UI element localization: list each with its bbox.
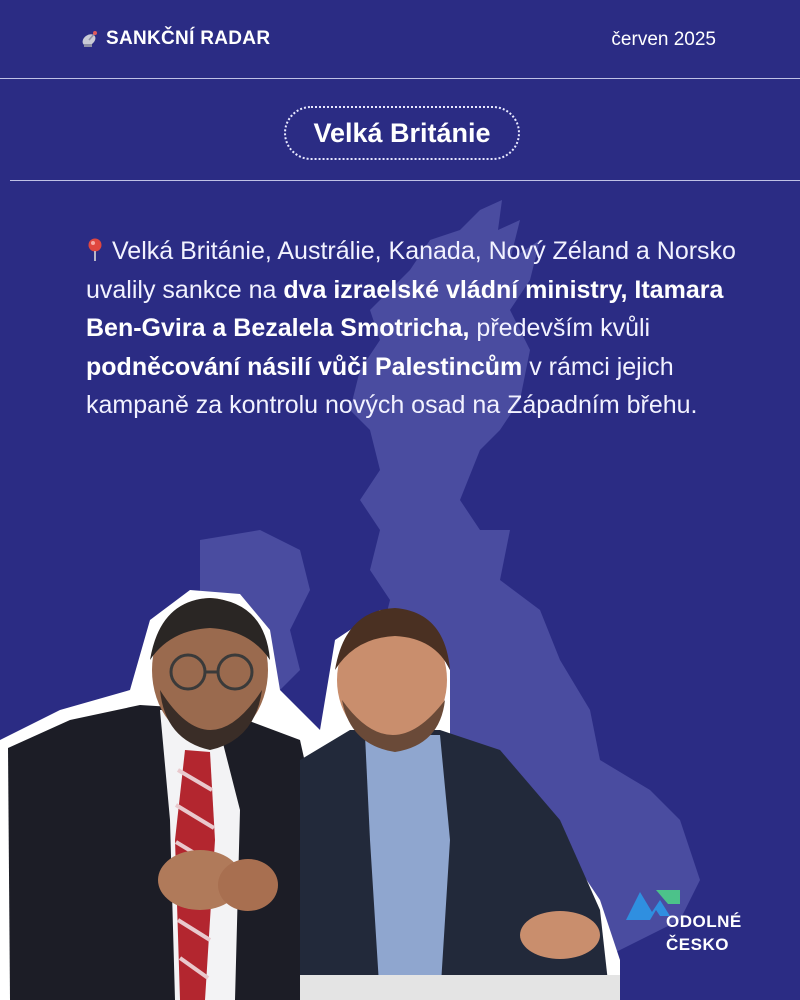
brand — [80, 28, 270, 50]
news-body — [86, 232, 746, 425]
body-text-2: především kvůli — [469, 314, 651, 342]
brand-name: SANKČNÍ RADAR — [106, 28, 271, 49]
header — [0, 0, 800, 78]
body-text-1: Velká Británie, Austrálie, Kanada, Nový Zéland a Norsko uvalily sankce na — [86, 237, 736, 304]
map-pin-icon — [86, 238, 104, 262]
body-bold-1: dva izraelské vládní ministry, Itamara Ben-Gvira a Bezalela Smotricha, — [86, 275, 724, 342]
logo-line-2: ČESKO — [666, 935, 729, 954]
logo-text — [666, 910, 742, 956]
satellite-dish-icon — [80, 29, 100, 49]
ministers-photo — [0, 580, 640, 1000]
header-divider — [0, 78, 800, 79]
body-text-3: v rámci jejich kampaně za kontrolu nových osad na Západním břehu. — [86, 352, 698, 419]
title-divider — [10, 180, 800, 181]
odolne-cesko-logo — [626, 890, 766, 960]
country-title: Velká Británie — [284, 106, 520, 160]
issue-date: červen 2025 — [611, 29, 716, 50]
logo-line-1: ODOLNÉ — [666, 912, 742, 931]
body-bold-2: podněcování násilí vůči Palestincům — [86, 352, 523, 381]
